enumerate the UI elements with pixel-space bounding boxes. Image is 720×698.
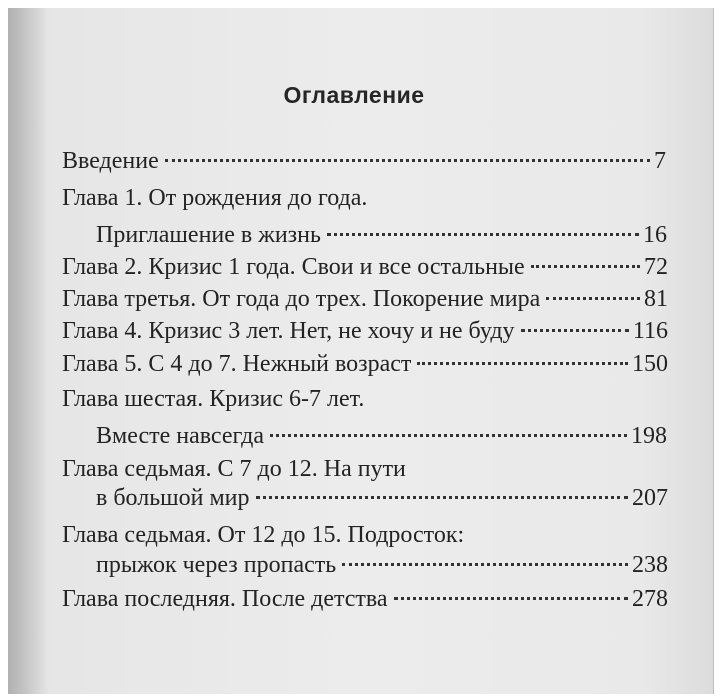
toc-entry-chapter-7-line-1: Глава седьмая. С 7 до 12. На пути (62, 456, 406, 482)
toc-entry-chapter-1-line-1: Глава 1. От рождения до года. (62, 185, 368, 211)
dot-leader (327, 233, 639, 236)
toc-entry-text: прыжок через пропасть (96, 552, 337, 578)
dot-leader (417, 362, 628, 365)
toc-entry-chapter-1-line-2 (96, 220, 667, 250)
toc-entry-text: в большой мир (96, 485, 250, 511)
toc-page-number: 81 (644, 286, 668, 312)
toc-page-number: 207 (632, 485, 668, 511)
toc-entry-chapter-3 (62, 284, 668, 314)
toc-entry-last-chapter (62, 584, 668, 614)
dot-leader (394, 597, 628, 600)
toc-page-number: 72 (644, 254, 668, 280)
toc-entry-chapter-8-line-1: Глава седьмая. От 12 до 15. Подросток: (62, 522, 465, 548)
dot-leader (521, 329, 629, 332)
toc-entry-chapter-5 (62, 349, 668, 379)
toc-page-number: 16 (643, 222, 667, 248)
toc-title: Оглавление (283, 82, 425, 108)
toc-page-number: 238 (632, 552, 668, 578)
toc-page-number: 198 (631, 423, 667, 449)
toc-entry-introduction (62, 146, 666, 176)
page-gutter-shadow (8, 8, 48, 694)
toc-entry-text: Глава 5. С 4 до 7. Нежный возраст (62, 351, 412, 377)
dot-leader (165, 159, 650, 162)
toc-page-number: 278 (632, 586, 668, 612)
toc-entry-text: Глава 4. Кризис 3 лет. Нет, не хочу и не буду (62, 318, 515, 344)
toc-entry-text: Вместе навсегда (96, 423, 265, 449)
toc-entry-chapter-8-line-2 (96, 550, 668, 580)
toc-entry-chapter-7-line-2 (96, 483, 668, 513)
toc-entry-text: Глава последняя. После детства (62, 586, 388, 612)
toc-entry-text: Глава 2. Кризис 1 года. Свои и все остальные (62, 254, 525, 280)
toc-page-number: 116 (632, 318, 668, 344)
toc-entry-chapter-6-line-1: Глава шестая. Кризис 6-7 лет. (62, 386, 365, 412)
toc-entry-chapter-2 (62, 252, 668, 282)
toc-entry-text: Глава третья. От года до трех. Покорение мира (62, 286, 541, 312)
toc-entry-text: Приглашение в жизнь (96, 222, 321, 248)
toc-entry-chapter-6-line-2 (96, 421, 667, 451)
dot-leader (531, 265, 640, 268)
toc-page-number: 150 (632, 351, 668, 377)
toc-page-number: 7 (654, 148, 666, 174)
dot-leader (256, 496, 628, 499)
dot-leader (270, 434, 627, 437)
toc-entry-text: Введение (62, 148, 159, 174)
toc-entry-chapter-4 (62, 316, 668, 346)
dot-leader (342, 563, 628, 566)
dot-leader (546, 297, 640, 300)
